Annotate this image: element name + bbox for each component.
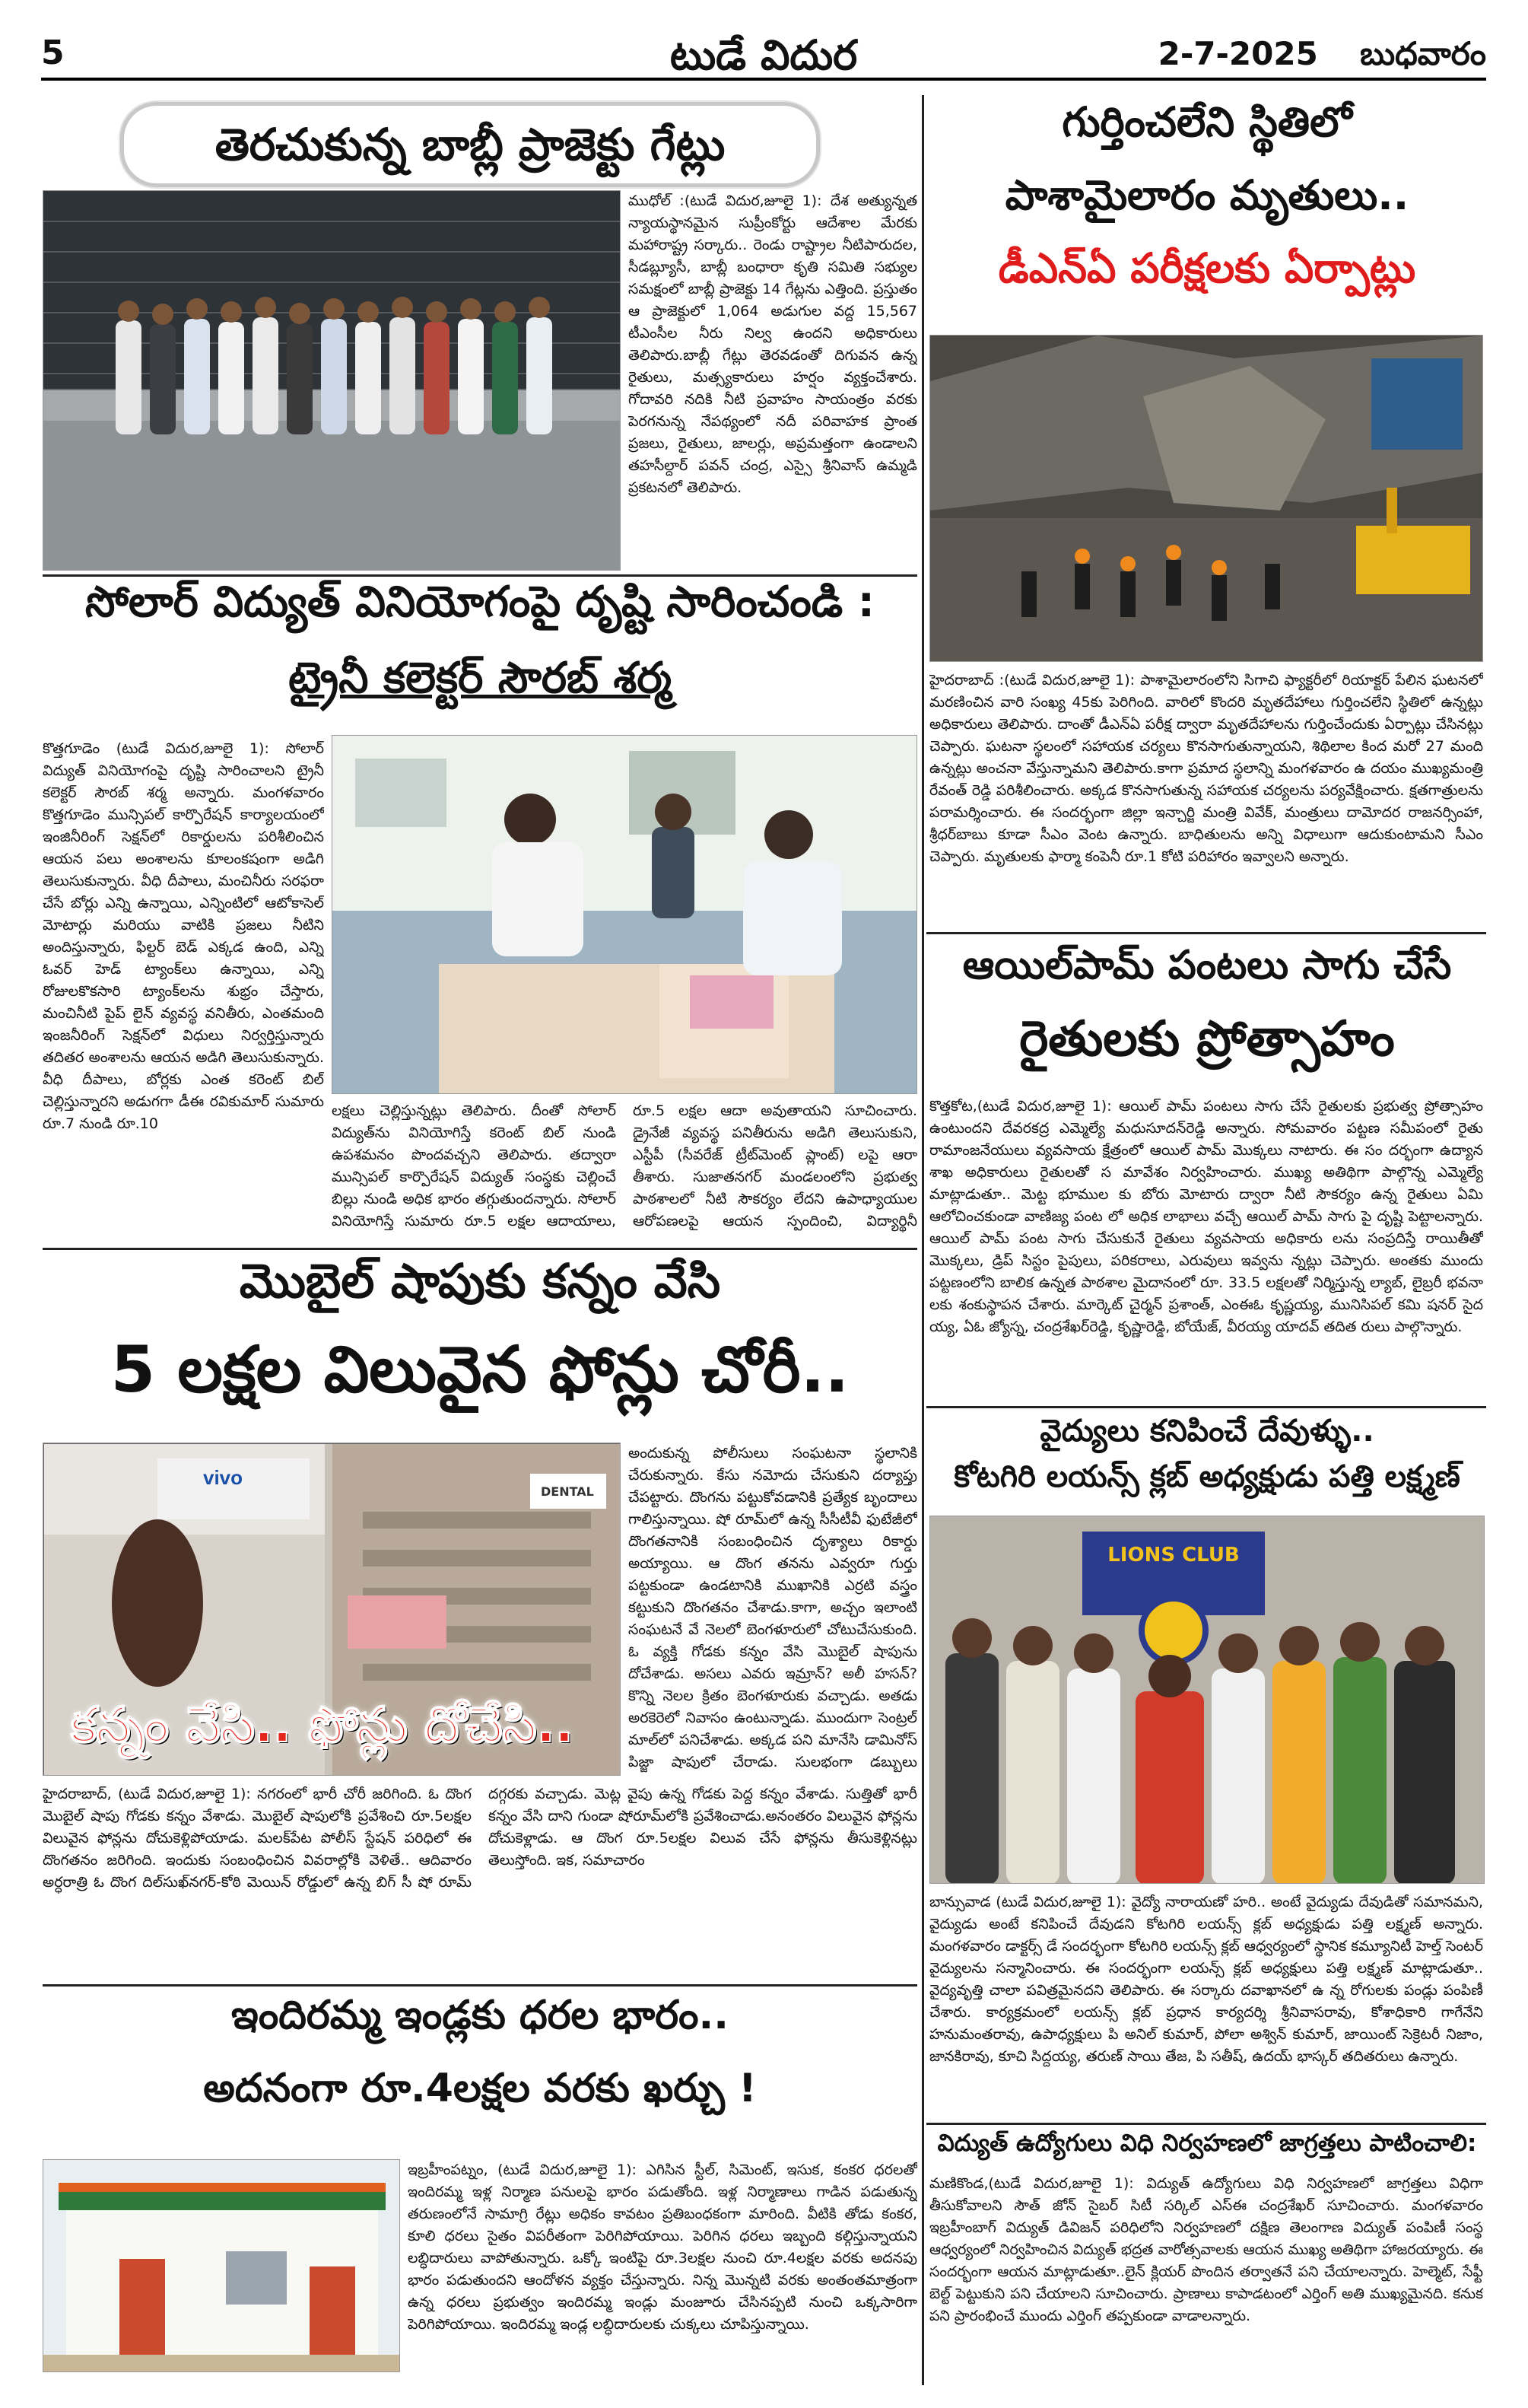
solar-body-bottom: లక్షలు చెల్లిస్తున్నట్లు తెలిపారు. దీంతో సోలార్ విద్యుత్‌ను వినియోగిస్తే కరెంట్ బిల్ నుండి ఉపశమనం పొందవచ్చని తెలిపారు. తద్వారా మున్సిపల్ కార్పొరేషన్ విద్యుత్ సంస్థకు చెల్లించే బిల్లు నుండి అధిక భారం తగ్గుతుందన్నారు. సోలార్ వినియోగిస్తే సుమారు రూ.5 లక్షల ఆదాయాలు, రూ.5 లక్షల ఆదా అవుతాయని సూచించారు. డ్రైనేజీ వ్యవస్థ పనితీరును అడిగి తెలుసుకుని, ఎస్టీపీ (సీవరేజ్ ట్రీట్‌మెంట్ ప్లాంట్) లపై ఆరా తీశారు. సుజాతనగర్ మండలంలోని ప్రభుత్వ పాఠశాలలో నీటి సౌకర్యం లేదని ఉపాధ్యాయుల ఆరోపణలపై ఆయన స్పందించి, విద్యార్థినీ [332, 1102, 917, 1229]
lions-photo [929, 1516, 1485, 1884]
mobile-headline-line2: 5 లక్షల విలువైన ఫోన్లు చోరీ.. [110, 1332, 850, 1407]
pashamylaram-photo-graphic [930, 336, 1483, 662]
day-text: బుధవారం [1360, 35, 1486, 72]
pashamylaram-body: హైదరాబాద్ :(టుడే విదుర,జూలై 1): పాశామైలారంలోని సిగాచి ఫ్యాక్టరీలో రియాక్టర్ పేలిన ఘటనలో మరణించిన వారి సంఖ్య 45కు పెరిగింది. వారిలో కొందరి మృతదేహాలు గుర్తించలేని స్థితిలో ఉన్నట్లు అధికారులు తెలిపారు. దాంతో డీఎన్ఏ పరీక్ష ద్వారా మృతదేహాలను గుర్తించేందుకు ఏర్పాట్లు చేసినట్లు చెప్పారు. ఘటనా స్థలంలో సహాయక చర్యలు కొనసాగుతున్నాయని, శిథిలాల కింద మరో 27 మంది ఉన్నట్లు అంచనా వేస్తున్నామని తెలిపారు.కాగా ప్రమాద స్థలాన్ని మంగళవారం ఉ దయం ముఖ్యమంత్రి రేవంత్ రెడ్డి పరిశీలించారు. అక్కడ కొనసాగుతున్న సహాయక చర్యలను పర్యవేక్షించారు. క్షతగాత్రులను పరామర్శించారు. ఈ సందర్భంగా జిల్లా ఇన్చార్జి మంత్రి వివేక్, మంత్రులు దామోదర రాజనర్సింహా, శ్రీధర్‌బాబు కూడా సీఎం వెంట ఉన్నారు. బాధితులను అన్ని విధాలుగా ఆదుకుంటామని సీఎం చెప్పారు. మృతులకు ఫార్మా కంపెనీ రూ.1 కోటి పరిహారం ఇవ్వాలని అన్నారు. [929, 672, 1483, 865]
mobile-top-rule [43, 1248, 917, 1250]
mobile-photo [43, 1443, 621, 1776]
babli-photo [43, 190, 621, 571]
lions-headline-line2: కోటగిరి లయన్స్ క్లబ్ అధ్యక్షుడు పత్తి లక్ష్మణ్ [954, 1459, 1460, 1494]
lions-banner-text: LIONS CLUB [1107, 1544, 1240, 1567]
mobile-body-bottom: హైదరాబాద్, (టుడే విదుర,జూలై 1): నగరంలో భారీ చోరీ జరిగింది. ఓ దొంగ మొబైల్ షాపు గోడకు కన్నం వేశాడు. మొబైల్ షాపులోకి ప్రవేశించి రూ.5లక్షల విలువైన ఫోన్లను దోచుకెళ్లిపోయాడు. మలక్‌పేట పోలీస్ స్టేషన్ పరిధిలో ఈ దొంగతనం జరిగింది. ఇందుకు సంబంధించిన వివరాల్లోకి వెళితే.. ఆదివారం అర్ధరాత్రి ఓ దొంగ దిల్‌సుఖ్‌నగర్-కోఠి మెయిన్ రోడ్డులో ఉన్న బిగ్ సీ షో రూమ్ దగ్గరకు వచ్చాడు. మెట్ల వైపు ఉన్న గోడకు పెద్ద కన్నం వేశాడు. సుత్తితో భారీ కన్నం వేసి దాని గుండా షోరూమ్‌లోకి ప్రవేశించాడు.అనంతరం విలువైన ఫోన్లను దోచుకెళ్లాడు. ఆ దొంగ రూ.5లక్షల విలువ చేసే ఫోన్లను తీసుకెళ్లినట్లు తెలుస్తోంది. ఇక, సమాచారం [43, 1786, 917, 1891]
indiramma-photo-graphic [43, 2160, 400, 2372]
pashamylaram-headline-line1: గుర్తించలేని స్థితిలో [1062, 98, 1352, 146]
date-text: 2-7-2025 [1158, 35, 1318, 72]
solar-top-rule [43, 574, 917, 577]
solar-body-left: కొత్తగూడెం (టుడే విదుర,జూలై 1): సోలార్ విద్యుత్ వినియోగంపై దృష్టి సారించాలని ట్రైనీ కలెక్టర్ సౌరబ్ శర్మ అన్నారు. మంగళవారం కొత్తగూడెం మున్సిపల్ కార్పొరేషన్ కార్యాలయంలో ఇంజినీరింగ్ సెక్షన్‌లో రికార్డులను పరిశీలించిన ఆయన పలు అంశాలను కూలంకషంగా అడిగి తెలుసుకున్నారు. వీధి దీపాలు, మంచినీరు సరఫరా చేసే బోర్లు ఎన్ని ఉన్నాయి, ఎన్నింటిలో ఆటోకాసెల్ మోటార్లు మరియు వాటికి ప్రజలు నీటిని అందిస్తున్నారు, ఫిల్టర్ బెడ్ ఎక్కడ ఉంది, ఎన్ని ఓవర్ హెడ్ ట్యాంక్‌లు ఉన్నాయి, ఎన్ని రోజులకొకసారి ట్యాంక్‌లను శుభ్రం చేస్తారు, మంచినీటి పైప్ లైన్ వ్యవస్థ వనితీరు, ఎంతమంది ఇంజనీరింగ్ సెక్షన్‌లో విధులు నిర్వర్తిస్తున్నారు తదితర అంశాలను ఆయన అడిగి తెలుసుకున్నారు. వీధి దీపాలు, బోర్లకు ఎంత కరెంట్ బిల్ చెల్లిస్తున్నారని అడుగగా డీఈ రవికుమార్ సుమారు రూ.7 నుండి రూ.10 [43, 740, 324, 1132]
lions-body: బాన్సువాడ (టుడే విదుర,జూలై 1): వైద్యో నారాయణో హరి.. అంటే వైద్యుడు దేవుడితో సమానమని, వైద్యుడు అంటే కనిపించే దేవుడని కోటగిరి లయన్స్ క్లబ్ అధ్యక్షుడు పత్తి లక్ష్మణ్ అన్నారు. మంగళవారం డాక్టర్స్ డే సందర్భంగా కోటగిరి లయన్స్ క్లబ్ ఆధ్వర్యంలో స్థానిక కమ్యూనిటీ హెల్త్ సెంటర్ వైద్యులను సన్మానించారు. ఈ సందర్భంగా లయన్స్ క్లబ్ అధ్యక్షులు పత్తి లక్ష్మణ్ మాట్లాడుతూ.. వైద్యవృత్తి చాలా పవిత్రమైనదని తెలిపారు. ఈ సర్కారు దవాఖానలో ఉ న్న రోగులకు పండ్లు పంపిణీ చేశారు. కార్యక్రమంలో లయన్స్ క్లబ్ ప్రధాన కార్యదర్శి శ్రీనివాసరావు, కోశాధికారి గాగేనేని హనుమంతరావు, ఉపాధ్యక్షులు పి అనిల్ కుమార్, పోలా అశ్విన్ కుమార్, జాయింట్ సెక్రెటరీ నిజాం, జానకిరావు, కూచి సిద్దయ్య, తరుణ్ సాయి తేజ, పి సతీష్, ఉదయ్ భాస్కర్ తదితరులు ఉన్నారు. [929, 1894, 1483, 2065]
indiramma-top-rule [43, 1984, 917, 1987]
dental-sign-text: DENTAL [541, 1484, 594, 1499]
mobile-body-right: అందుకున్న పోలీసులు సంఘటనా స్థలానికి చేరుకున్నారు. కేసు నమోదు చేసుకుని దర్యాప్తు చేపట్టారు. దొంగను పట్టుకోవడానికి ప్రత్యేక బృందాలు గాలిస్తున్నాయి. షో రూమ్‌లో ఉన్న సీసీటీవీ ఫుటేజీలో దొంగతనానికి సంబంధించిన దృశ్యాలు రికార్డు అయ్యాయి. ఆ దొంగ తనను ఎవ్వరూ గుర్తు పట్టకుండా ఉండటానికి ముఖానికి ఎర్రటి వస్త్రం కట్టుకుని దొంగతనం చేశాడు.కాగా, అచ్చం ఇలాంటి సంఘటనే వే నెలలో బెంగళూరులో చోటుచేసుకుంది. ఓ వ్యక్తి గోడకు కన్నం వేసి మొబైల్ షాపును దోచేశాడు. అసలు ఎవరు ఇమ్రాన్? అలీ హసన్? కొన్ని నెలల క్రితం బెంగళూరుకు వచ్చాడు. అతడు అరకెరెలో నివాసం ఉంటున్నాడు. ముందుగా సెంట్రల్ మాల్‌లో పనిచేశాడు. అక్కడ పని మానేసి డామినోస్ పిజ్జా షాపులో చేరాడు. సులభంగా డబ్బులు [628, 1445, 917, 1770]
vivo-brand-text: vivo [203, 1466, 243, 1489]
mobile-photo-caption: కన్నం వేసి.. ఫోన్లు దోచేసి.. [71, 1697, 573, 1754]
indiramma-body: ఇబ్రహీంపట్నం, (టుడే విదుర,జూలై 1): ఎగిసిన స్టీల్, సిమెంట్, ఇసుక, కంకర ధరలతో ఇందిరమ్మ ఇళ్ల నిర్మాణ పనులపై భారం పడుతోంది. ఇళ్ల నిర్మాణాలు గాడిన పడుతున్న తరుణంలోనే సామాగ్రి రేట్లు అధికం కావటం ప్రతిబంధకంగా మారింది. వీటికి తోడు కంకర, కూలి ధరలు సైతం విపరీతంగా పెరిగిపోయాయి. పెరిగిన ధరలు ఇబ్బంది కల్గిస్తున్నాయని లబ్ధిదారులు వాపోతున్నారు. ఒక్కో ఇంటిపై రూ.3లక్షల నుంచి రూ.4లక్షల వరకు అదనపు భారం పడుతుందని ఆందోళన వ్యక్తం చేస్తున్నారు. నిన్న మొన్నటి వరకు అంతంతమాత్రంగా ఉన్న ధరలు ప్రభుత్వం ఇందిరమ్మ ఇండ్లు మంజూరు చేసినప్పటి నుంచి ఒక్కసారిగా పెరిగిపోయాయి. ఇందిరమ్మ ఇండ్ల లబ్ధిదారులకు చుక్కలు చూపిస్తున్నాయి. [408, 2161, 917, 2333]
pashamylaram-headline-line2: పాశామైలారం మృతులు.. [1005, 171, 1409, 219]
column-divider [922, 95, 924, 2385]
babli-headline: తెరచుకున్న బాబ్లీ ప్రాజెక్టు గేట్లు [120, 102, 820, 187]
paper-name: టుడే విదుర [669, 30, 858, 79]
indiramma-headline-line2: అదనంగా రూ.4లక్షల వరకు ఖర్చు ! [203, 2066, 757, 2111]
indiramma-headline-line1: ఇందిరమ్మ ఇండ్లకు ధరల భారం.. [231, 1993, 729, 2038]
lions-headline-line1: వైద్యులు కనిపించే దేవుళ్ళు.. [1040, 1414, 1374, 1449]
oilpalm-headline-line1: ఆయిల్‌పామ్ పంటలు సాగు చేసే [962, 943, 1452, 988]
electricity-body: మణికొండ,(టుడే విదుర,జూలై 1): విద్యుత్ ఉద్యోగులు విధి నిర్వహణలో జాగ్రత్తలు విధిగా తీసుకోవాలని సౌత్ జోన్ సైబర్ సిటీ సర్కిల్ ఎస్ఈ చంద్రశేఖర్ సూచించారు. మంగళవారం ఇబ్రహీంబాగ్ విద్యుత్ డివిజన్ పరిధిలోని నిర్వహణలో దక్షిణ తెలంగాణ విద్యుత్ పంపిణీ సంస్థ ఆధ్వర్యంలో నిర్వహించిన విద్యుత్ భద్రత వారోత్సవాలకు ఆయన ముఖ్య అతిథిగా హాజరయ్యారు. ఈ సందర్భంగా ఆయన మాట్లాడుతూ..లైన్ క్లియర్ పొందిన తర్వాతనే పని చేయాలన్నారు. హెల్మెట్, సేఫ్టీ బెల్ట్ పెట్టుకుని పని చేయాలని సూచించారు. ప్రాణాలు కాపాడటంలో ఎర్తింగ్ అతి ముఖ్యమైనది. కనుక పని ప్రారంభించే ముందు ఎర్తింగ్ తప్పకుండా వాడాలన్నారు. [929, 2175, 1483, 2324]
masthead [41, 30, 1486, 81]
lions-top-rule [926, 1406, 1486, 1408]
oilpalm-top-rule [926, 932, 1486, 934]
electricity-headline: విద్యుత్ ఉద్యోగులు విధి నిర్వహణలో జాగ్రత్తలు పాటించాలి: [937, 2130, 1477, 2157]
indiramma-photo [43, 2159, 400, 2372]
oilpalm-headline-line2: రైతులకు ప్రోత్సాహం [1019, 1011, 1395, 1067]
pashamylaram-headline-line3: డీఎన్ఏ పరీక్షలకు ఏర్పాట్లు [998, 244, 1416, 292]
lions-photo-graphic [930, 1516, 1485, 1884]
electricity-top-rule [926, 2123, 1486, 2125]
mobile-headline-line1: మొబైల్ షాపుకు కన్నం వేసి [239, 1253, 721, 1309]
issue-date [1158, 35, 1486, 81]
babli-body: ముధోల్ :(టుడే విదుర,జూలై 1): దేశ అత్యున్నత న్యాయస్థానమైన సుప్రీంకోర్టు ఆదేశాల మేరకు మహారాష్ట్ర సర్కారు.. రెండు రాష్ట్రాల నీటిపారుదల, సీడబ్ల్యూసీ, బాబ్లీ బంధారా కృతి సమితి సభ్యుల సమక్షంలో బాబ్లీ ప్రాజెక్టు 14 గేట్లను ఎత్తింది. ప్రస్తుతం ఆ ప్రాజెక్టులో 1,064 అడుగుల వద్ద 15,567 టీఎంసీల నీరు నిల్వ ఉందని అధికారులు తెలిపారు.బాబ్లీ గేట్లు తెరవడంతో దిగువన ఉన్న రైతులు, మత్స్యకారులు హర్షం వ్యక్తంచేశారు. గోదావరి నదికి నీటి ప్రవాహం సాయంత్రం వరకు పెరగనున్న నేపథ్యంలో నదీ పరివాహక ప్రాంత ప్రజలు, రైతులు, జాలర్లు, అప్రమత్తంగా ఉండాలని తహసీల్దార్ పవన్ చంద్ర, ఎస్సై శ్రీనివాస్ ఉమ్మడి ప్రకటనలో తెలిపారు. [628, 192, 917, 496]
pashamylaram-photo [929, 335, 1483, 662]
solar-headline-line1: సోలార్ విద్యుత్ వినియోగంపై దృష్టి సారించండి : [84, 577, 875, 627]
page-number: 5 [41, 33, 65, 72]
solar-photo [332, 735, 917, 1094]
solar-headline-line2: ట్రైనీ కలెక్టర్ సౌరబ్ శర్మ [288, 654, 672, 703]
solar-photo-graphic [332, 736, 917, 1094]
babli-photo-graphic [43, 191, 621, 571]
oilpalm-body: కొత్తకోట,(టుడే విదుర,జూలై 1): ఆయిల్ పామ్ పంటలు సాగు చేసే రైతులకు ప్రభుత్వ ప్రోత్సాహం ఉంటుందని దేవరకద్ర ఎమ్మెల్యే మధుసూదన్‌రెడ్డి అన్నారు. సోమవారం పట్టణ సమీపంలో రైతు రామాంజనేయులు వ్యవసాయ క్షేత్రంలో ఆయిల్ పామ్ మొక్కలు నాటారు. ఈ సం దర్భంగా ఉద్యాన శాఖ అధికారులు రైతులతో స మావేశం నిర్వహించారు. ముఖ్య అతిథిగా పాల్గొన్న ఎమ్మెల్యే మాట్లాడుతూ.. మెట్ట భూముల కు బోరు మోటారు ద్వారా నీటి సౌకర్యం ఉన్న రైతులు ఏమి ఆలోచించకుండా వాణిజ్య పంట లో అధిక లాభాలు వచ్చే ఆయిల్ పామ్ సాగు పై దృష్టి పెట్టాలన్నారు. ఆయిల్ పామ్ పంట సాగు చేసుకునే రైతులు వ్యవసాయ అధికారు లను సంప్రదిస్తే రాయితీతో మొక్కలు, డ్రిప్ సిస్టం పైపులు, పరికరాలు, ఎరువులు ఇవ్వను న్నట్లు చెప్పారు. అంతకు ముందు పట్టణంలోని బాలిక ఉన్నత పాఠశాల మైదానంలో రూ. 33.5 లక్షలతో నిర్మిస్తున్న ల్యాబ్, లైబ్రరీ భవనా లకు శంకుస్థాపన చేశారు. మార్కెట్ చైర్మన్ ప్రశాంత్, ఎంఈఓ కృష్ణయ్య, మునిసిపల్ కమి షనర్ సైద య్య, ఏఓ జ్యోస్న, చంద్రశేఖర్‌రెడ్డి, కృష్ణారెడ్డి, బోయేజ్, వీరయ్య యాదవ్ తదిత రులు పాల్గొన్నారు. [929, 1098, 1483, 1335]
